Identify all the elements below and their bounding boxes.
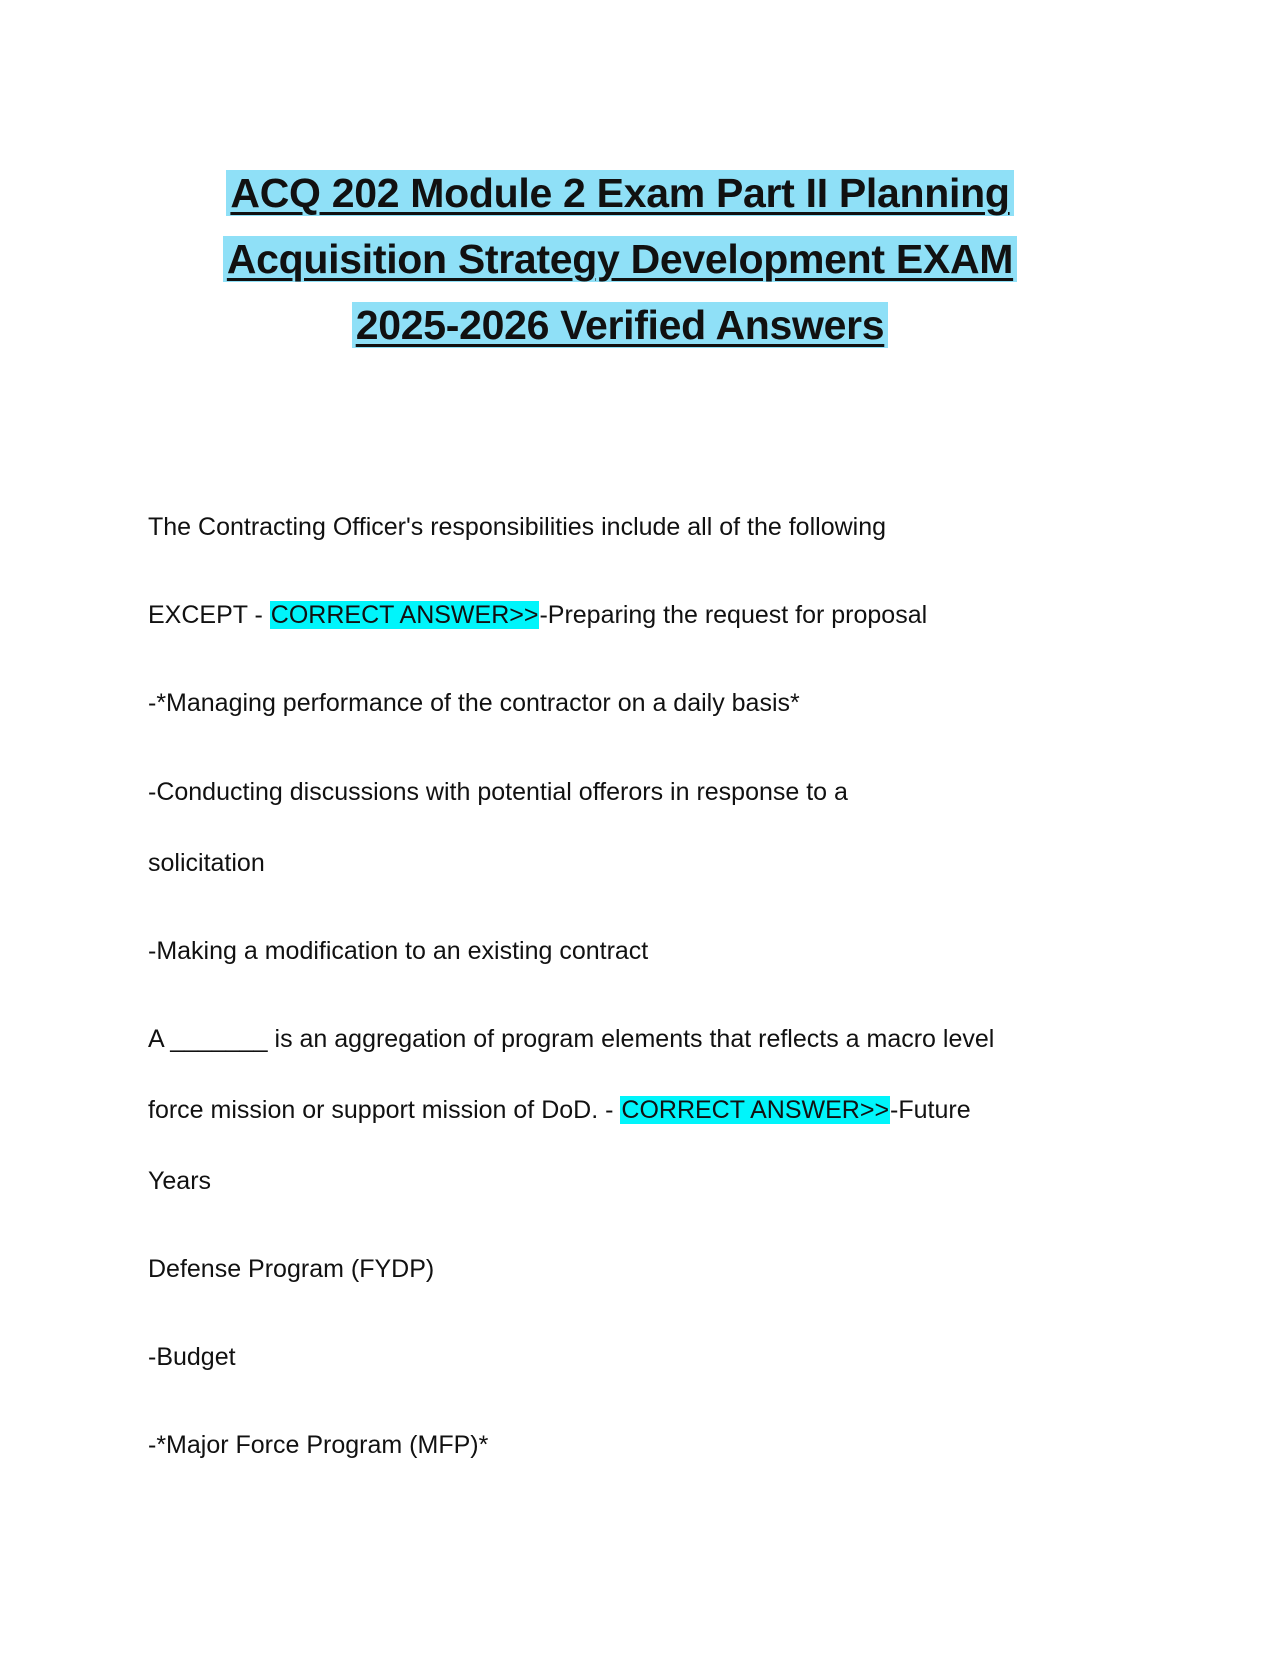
title-text-3: 2025-2026 Verified Answers [352,302,889,348]
q1-prefix: EXCEPT - [148,601,270,629]
q2-correct-answer-marker: CORRECT ANSWER>> [621,1096,890,1124]
q1-correct-answer-marker: CORRECT ANSWER>> [270,601,539,629]
q2-option-1: -Budget [148,1343,236,1371]
title-line-3 [130,292,1110,358]
q2-option-2: -*Major Force Program (MFP)* [148,1431,489,1459]
title-text-2: Acquisition Strategy Development EXAM [223,236,1017,282]
title-text-1: ACQ 202 Module 2 Exam Part II Planning [226,170,1013,216]
q2-question-line-1: A _______ is an aggregation of program elements that reflects a macro level [148,1025,995,1053]
title-line-2 [130,226,1110,292]
document-title [130,160,1110,358]
q1-answer-line [148,600,927,630]
q2-answer-text: -Future [890,1096,971,1124]
q1-option-2-line-1: -Conducting discussions with potential offerors in response to a [148,778,848,806]
q1-option-3: -Making a modification to an existing contract [148,937,649,965]
q2-answer-line-3: Years [148,1167,212,1195]
q1-option-1: -*Managing performance of the contractor on a daily basis* [148,689,800,717]
q2-answer-line [148,1095,971,1125]
title-line-1 [130,160,1110,226]
q1-option-2-line-2: solicitation [148,849,265,877]
q2-answer-line-4: Defense Program (FYDP) [148,1255,435,1283]
q1-answer-text: -Preparing the request for proposal [539,601,928,629]
q1-question-line-1: The Contracting Officer's responsibilities include all of the following [148,513,887,541]
q2-prefix: force mission or support mission of DoD. - [148,1096,621,1124]
